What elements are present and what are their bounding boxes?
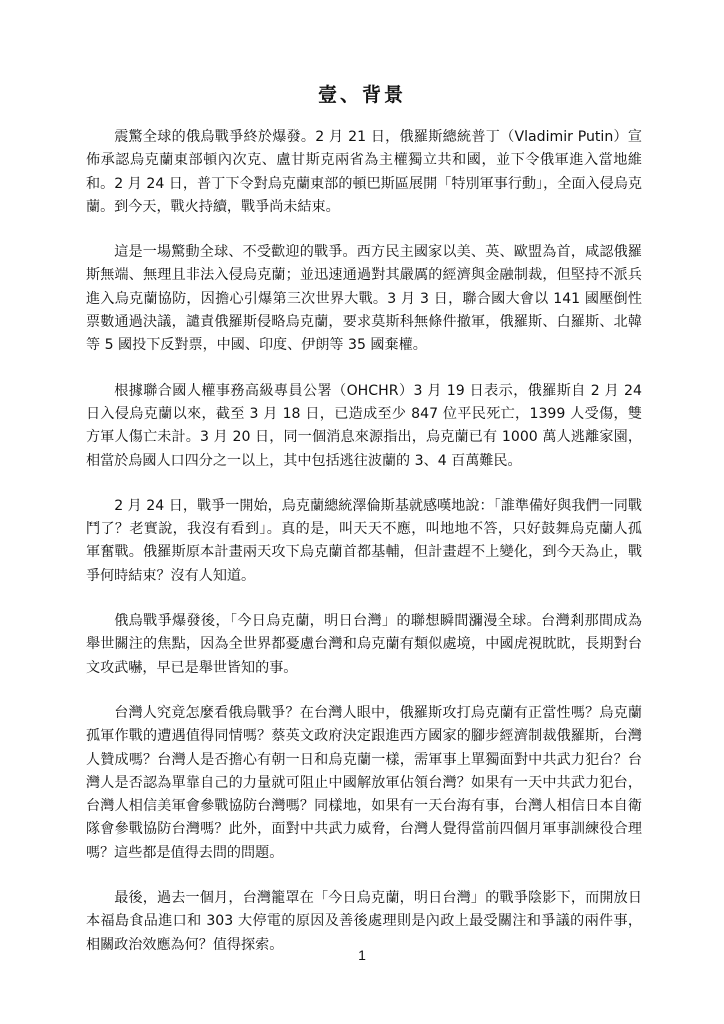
paragraph-7: 最後，過去一個月，台灣籠罩在「今日烏克蘭，明日台灣」的戰爭陰影下，而開放日本福島食品進口和 303 大停電的原因及善後處理則是內政上最受關注和爭議的兩件事，相關政治效應為何？值得探索。	[86, 890, 642, 953]
paragraph-1: 震驚全球的俄烏戰爭終於爆發。2 月 21 日，俄羅斯總統普丁（Vladimir Putin）宣佈承認烏克蘭東部頓內次克、盧甘斯克兩省為主權獨立共和國，並下令俄軍進入當地維和。2 月 24 日，普丁下令對烏克蘭東部的頓巴斯區展開「特別軍事行動」，全面入侵烏克蘭。到今天，戰火持續，戰爭尚未結束。	[86, 129, 642, 215]
paragraph-5: 俄烏戰爭爆發後，「今日烏克蘭，明日台灣」的聯想瞬間瀰漫全球。台灣剎那間成為舉世關注的焦點，因為全世界都憂慮台灣和烏克蘭有類似處境，中國虎視眈眈，長期對台文攻武嚇，早已是舉世皆知的事。	[86, 613, 642, 676]
paragraph-4: 2 月 24 日，戰爭一開始，烏克蘭總統澤倫斯基就感嘆地說：「誰準備好與我們一同戰鬥了？老實說，我沒有看到」。真的是，叫天天不應，叫地地不答，只好鼓舞烏克蘭人孤軍奮戰。俄羅斯原本計畫兩天攻下烏克蘭首都基輔，但計畫趕不上變化，到今天為止，戰爭何時結束？沒有人知道。	[86, 497, 642, 584]
document-body	[86, 126, 642, 979]
paragraph-3: 根據聯合國人權事務高級專員公署（OHCHR）3 月 19 日表示，俄羅斯自 2 月 24 日入侵烏克蘭以來，截至 3 月 18 日，已造成至少 847 位平民死亡，1399 人受傷，雙方軍人傷亡未計。3 月 20 日，同一個消息來源指出，烏克蘭已有 1000 萬人逃離家園，相當於烏國人口四分之一以上，其中包括逃往波蘭的 3、4 百萬難民。	[86, 382, 642, 469]
paragraph-6: 台灣人究竟怎麼看俄烏戰爭？在台灣人眼中，俄羅斯攻打烏克蘭有正當性嗎？烏克蘭孤軍作戰的遭遇值得同情嗎？蔡英文政府決定跟進西方國家的腳步經濟制裁俄羅斯，台灣人贊成嗎？台灣人是否擔心有朝一日和烏克蘭一樣，需軍事上單獨面對中共武力犯台？台灣人是否認為單靠自己的力量就可阻止中國解放軍佔領台灣？如果有一天中共武力犯台，台灣人相信美軍會參戰協防台灣嗎？同樣地，如果有一天台海有事，台灣人相信日本自衛隊會參戰協防台灣嗎？此外，面對中共武力威脅，台灣人覺得當前四個月軍事訓練役合理嗎？這些都是值得去問的問題。	[86, 704, 642, 861]
page-number: 1	[358, 947, 366, 963]
section-title: 壹、背景	[317, 84, 406, 106]
paragraph-2: 這是一場驚動全球、不受歡迎的戰爭。西方民主國家以美、英、歐盟為首，咸認俄羅斯無端、無理且非法入侵烏克蘭；並迅速通過對其嚴厲的經濟與金融制裁，但堅持不派兵進入烏克蘭協防，因擔心引爆第三次世界大戰。3 月 3 日，聯合國大會以 141 國壓倒性票數通過決議，譴責俄羅斯侵略烏克蘭，要求莫斯科無條件撤軍，俄羅斯、白羅斯、北韓等 5 國投下反對票，中國、印度、伊朗等 35 國棄權。	[86, 244, 642, 354]
